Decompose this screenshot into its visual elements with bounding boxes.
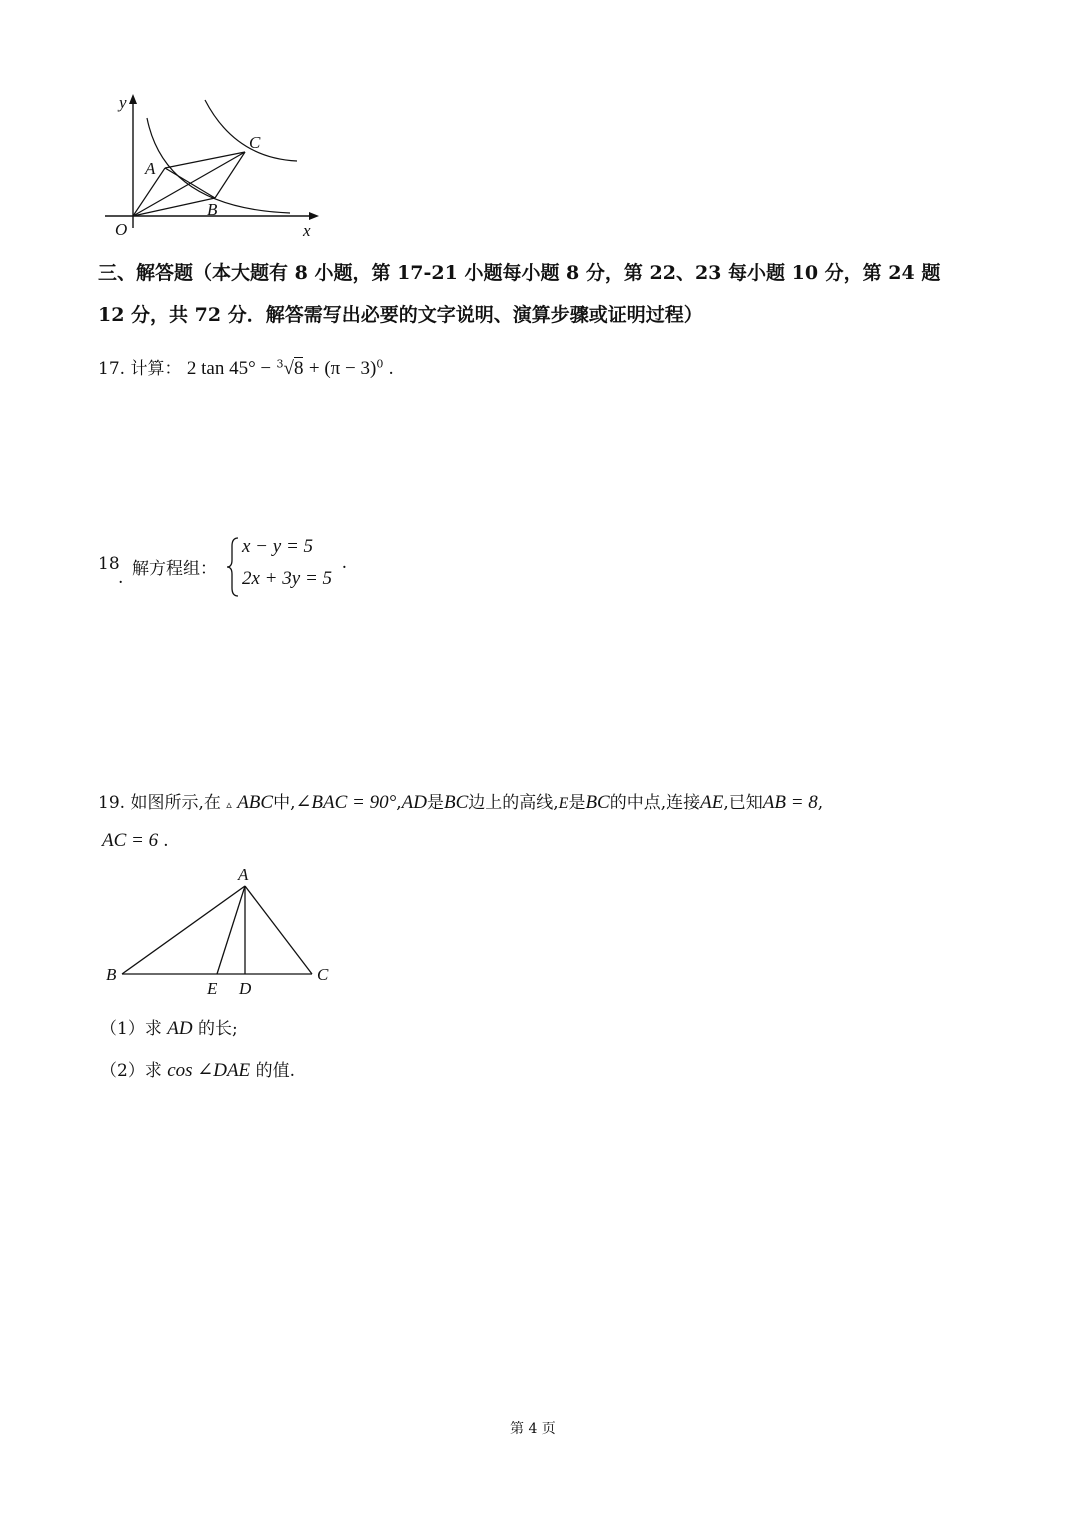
q19-text-f: 是 xyxy=(568,793,586,813)
q19-abc: ABC xyxy=(237,792,274,813)
q18-end: . xyxy=(342,552,347,573)
q19-text-e: 边上的高线, xyxy=(468,793,559,813)
question-17 xyxy=(98,354,393,380)
label-a: A xyxy=(238,865,249,884)
q19-part2-prefix: （2）求 xyxy=(100,1061,162,1081)
q19-part1-prefix: （1）求 xyxy=(100,1019,162,1039)
q19-ac-condition: AC = 6 xyxy=(102,830,159,851)
question-19-line2 xyxy=(102,830,168,852)
label-y: y xyxy=(119,93,127,112)
label-d: D xyxy=(239,979,252,998)
triangle-icon: ▵ xyxy=(226,798,232,811)
q19-text-a: 如图所示,在 xyxy=(130,793,221,813)
label-b: B xyxy=(207,200,218,219)
question-19-line1 xyxy=(98,788,823,814)
q19-text-j: . xyxy=(163,830,169,851)
segment-ac xyxy=(165,152,245,168)
q19-part1 xyxy=(100,1014,238,1040)
radical-sign-icon: √ xyxy=(283,358,294,379)
q19-ae: AE xyxy=(700,792,724,813)
y-axis-arrow xyxy=(129,94,137,104)
q17-number: 17. xyxy=(98,359,126,379)
label-x: x xyxy=(303,221,311,240)
segment-bc xyxy=(215,152,245,198)
label-b: B xyxy=(106,965,117,984)
label-c: C xyxy=(249,133,261,152)
q17-end: . xyxy=(388,358,394,379)
section-heading-line2: 12 分，共 72 分．解答需写出必要的文字说明、演算步骤或证明过程） xyxy=(98,304,703,326)
q19-part1-var: AD xyxy=(167,1018,193,1039)
q19-ad: AD xyxy=(401,792,427,813)
section-heading-line1: 三、解答题（本大题有 8 小题，第 17-21 小题每小题 8 分，第 22、23 每小题 10 分，第 24 题 xyxy=(98,262,941,284)
q19-text-h: ,已知 xyxy=(723,793,763,813)
q19-text-i: , xyxy=(817,793,824,813)
label-o: O xyxy=(115,220,128,239)
lower-hyperbola xyxy=(147,118,290,213)
q19-ab-condition: AB = 8 xyxy=(762,792,818,813)
q19-angle-condition: ∠BAC = 90° xyxy=(295,792,397,813)
segment-ac-side xyxy=(245,886,312,974)
label-a: A xyxy=(145,159,156,178)
x-axis-arrow xyxy=(309,212,319,220)
brace-icon xyxy=(226,536,240,598)
segment-ab-side xyxy=(122,886,245,974)
q17-radicand: 8 xyxy=(293,358,304,379)
q17-expr-part2: + (π − 3) xyxy=(308,358,377,379)
question-18-prompt: 解方程组： xyxy=(132,559,217,579)
question-18-number: 18 xyxy=(98,554,120,574)
q19-part2-suffix: 的值. xyxy=(255,1061,295,1081)
q19-part2 xyxy=(100,1056,295,1082)
q19-text-g: 的中点,连接 xyxy=(609,793,701,813)
q17-expr-part1: 2 tan 45° − xyxy=(186,358,272,379)
q19-number: 19. xyxy=(98,793,126,813)
q19-bc2: BC xyxy=(585,792,610,813)
q17-prompt: 计算： xyxy=(130,359,182,379)
question-18-dot: . xyxy=(118,568,124,588)
label-e: E xyxy=(207,979,218,998)
q19-e: E xyxy=(558,795,569,812)
q19-part2-var: cos ∠DAE xyxy=(167,1060,251,1081)
q19-text-b: 中, xyxy=(273,793,296,813)
label-c: C xyxy=(317,965,329,984)
q17-root-index: 3 xyxy=(276,357,284,371)
q19-text-c: , xyxy=(396,793,402,813)
segment-ob xyxy=(133,198,215,216)
q17-exponent: 0 xyxy=(376,357,384,371)
q19-text-d: 是 xyxy=(426,793,444,813)
q19-bc: BC xyxy=(443,792,469,813)
coordinate-figure xyxy=(95,88,335,248)
page-number: 第 4 页 xyxy=(510,1421,556,1437)
q19-part1-suffix: 的长; xyxy=(197,1019,238,1039)
q18-equation-1: x − y = 5 xyxy=(242,536,314,557)
q18-equation-2: 2x + 3y = 5 xyxy=(242,568,333,589)
segment-ae-median xyxy=(217,886,245,974)
triangle-figure xyxy=(100,862,340,1002)
